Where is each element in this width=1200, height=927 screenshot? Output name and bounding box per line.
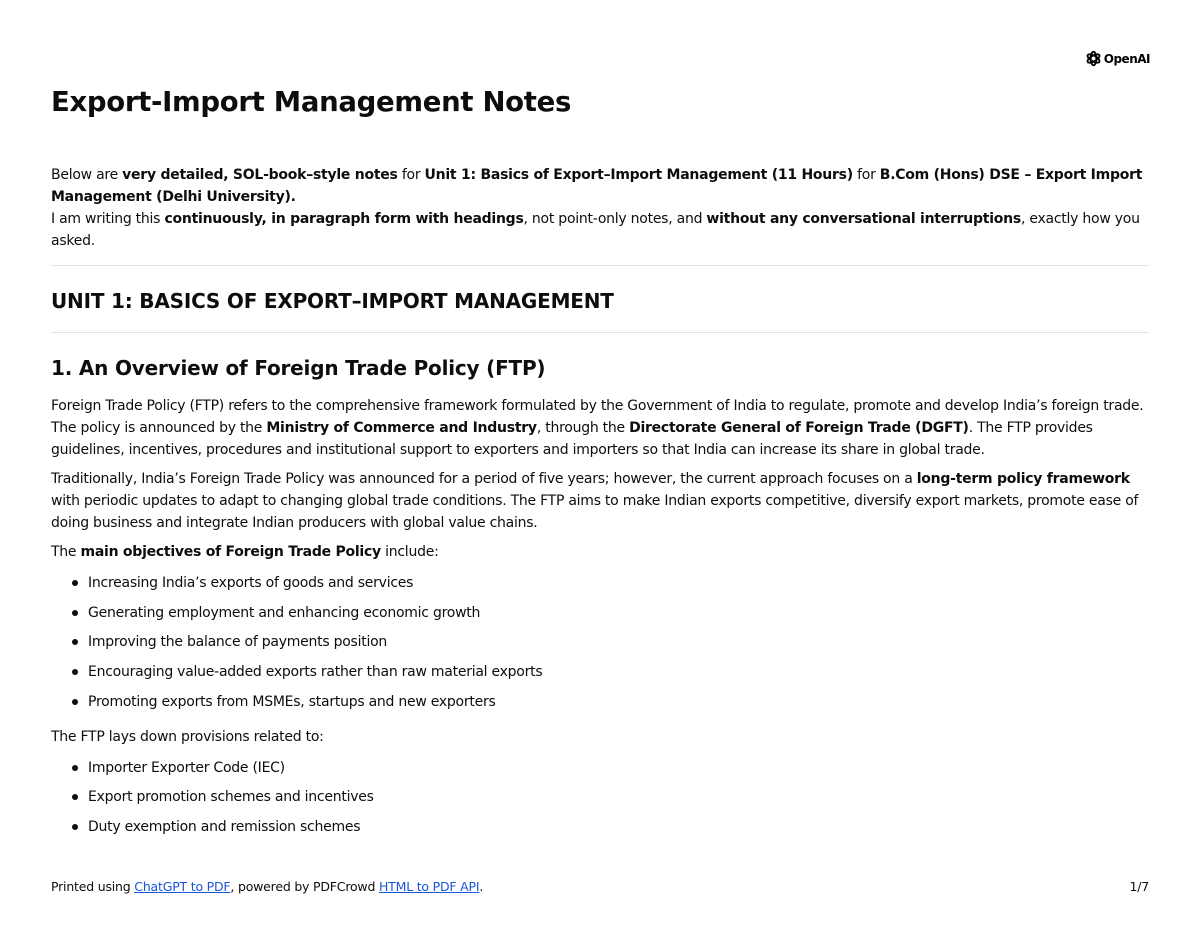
intro-text: , exactly how you asked. (51, 211, 1140, 249)
paragraph-objectives-intro (51, 541, 1149, 563)
page-title: Export-Import Management Notes (51, 86, 572, 118)
footer-credit (51, 878, 483, 896)
document-page (51, 82, 1149, 846)
paragraph-text: . The FTP provides guidelines, incentives, procedures and institutional support to exporters and importers so that India can increase its share in global trade. (51, 420, 1093, 458)
paragraph-bold: Ministry of Commerce and Industry (266, 420, 537, 436)
logo-text: OpenAI (1103, 51, 1150, 66)
list-item: Increasing India’s exports of goods and services (51, 572, 1149, 594)
paragraph-text: Foreign Trade Policy (FTP) refers to the comprehensive framework formulated by the Government of India to regulate, promote and develop India’s foreign trade. The policy is announced by the (51, 398, 1144, 436)
intro-line-2 (51, 208, 1149, 252)
list-item: Export promotion schemes and incentives (51, 786, 1149, 808)
intro-text: for (852, 167, 880, 183)
section-heading: 1. An Overview of Foreign Trade Policy (FTP) (51, 356, 546, 380)
paragraph-text: include: (380, 544, 439, 560)
openai-knot-icon (1085, 50, 1102, 67)
chatgpt-to-pdf-link[interactable]: ChatGPT to PDF (134, 879, 231, 894)
unit-heading: UNIT 1: BASICS OF EXPORT–IMPORT MANAGEMENT (51, 289, 614, 313)
page-number: 1/7 (1129, 879, 1149, 894)
intro-bold: continuously, in paragraph form with headings (164, 211, 524, 227)
list-item: Encouraging value-added exports rather than raw material exports (51, 661, 1149, 683)
divider (51, 265, 1149, 266)
divider (51, 332, 1149, 333)
list-item: Promoting exports from MSMEs, startups and new exporters (51, 691, 1149, 713)
footer-text: Printed using (51, 879, 135, 894)
intro (51, 164, 1149, 252)
list-item: Duty exemption and remission schemes (51, 816, 1149, 838)
paragraph-bold: main objectives of Foreign Trade Policy (80, 544, 381, 560)
footer-text: , powered by PDFCrowd (230, 879, 379, 894)
intro-line-1 (51, 164, 1149, 208)
paragraph-bold: Directorate General of Foreign Trade (DGFT) (629, 420, 969, 436)
intro-text: Below are (51, 167, 123, 183)
openai-logo (1085, 50, 1150, 67)
intro-bold: without any conversational interruptions (706, 211, 1021, 227)
list-item: Improving the balance of payments position (51, 631, 1149, 653)
paragraph-ftp-approach (51, 468, 1149, 534)
intro-bold: very detailed, SOL-book–style notes (122, 167, 398, 183)
paragraph-ftp-definition (51, 395, 1149, 461)
paragraph-text: The (51, 544, 81, 560)
footer-text: . (479, 879, 484, 894)
paragraph-text: Traditionally, India’s Foreign Trade Policy was announced for a period of five years; however, the current approach focuses on a (51, 471, 917, 487)
html-to-pdf-api-link[interactable]: HTML to PDF API (378, 879, 480, 894)
list-item: Importer Exporter Code (IEC) (51, 757, 1149, 779)
provisions-list (51, 757, 1149, 838)
intro-bold: Unit 1: Basics of Export–Import Management (11 Hours) (424, 167, 853, 183)
paragraph-provisions-intro: The FTP lays down provisions related to: (51, 728, 324, 745)
intro-text: , not point-only notes, and (523, 211, 707, 227)
objectives-list (51, 572, 1149, 713)
paragraph-text: , through the (536, 420, 630, 436)
intro-bold: . (290, 189, 296, 205)
intro-bold: B.Com (Hons) DSE – Export Import Management (Delhi University) (51, 167, 1143, 205)
paragraph-text: with periodic updates to adapt to changing global trade conditions. The FTP aims to make Indian exports competitive, diversify export markets, promote ease of doing business and integrate Indian producers with global value chains. (51, 493, 1139, 531)
page-footer (51, 878, 1149, 896)
intro-text: I am writing this (51, 211, 165, 227)
list-item: Generating employment and enhancing economic growth (51, 602, 1149, 624)
intro-text: for (397, 167, 425, 183)
paragraph-bold: long-term policy framework (916, 471, 1130, 487)
